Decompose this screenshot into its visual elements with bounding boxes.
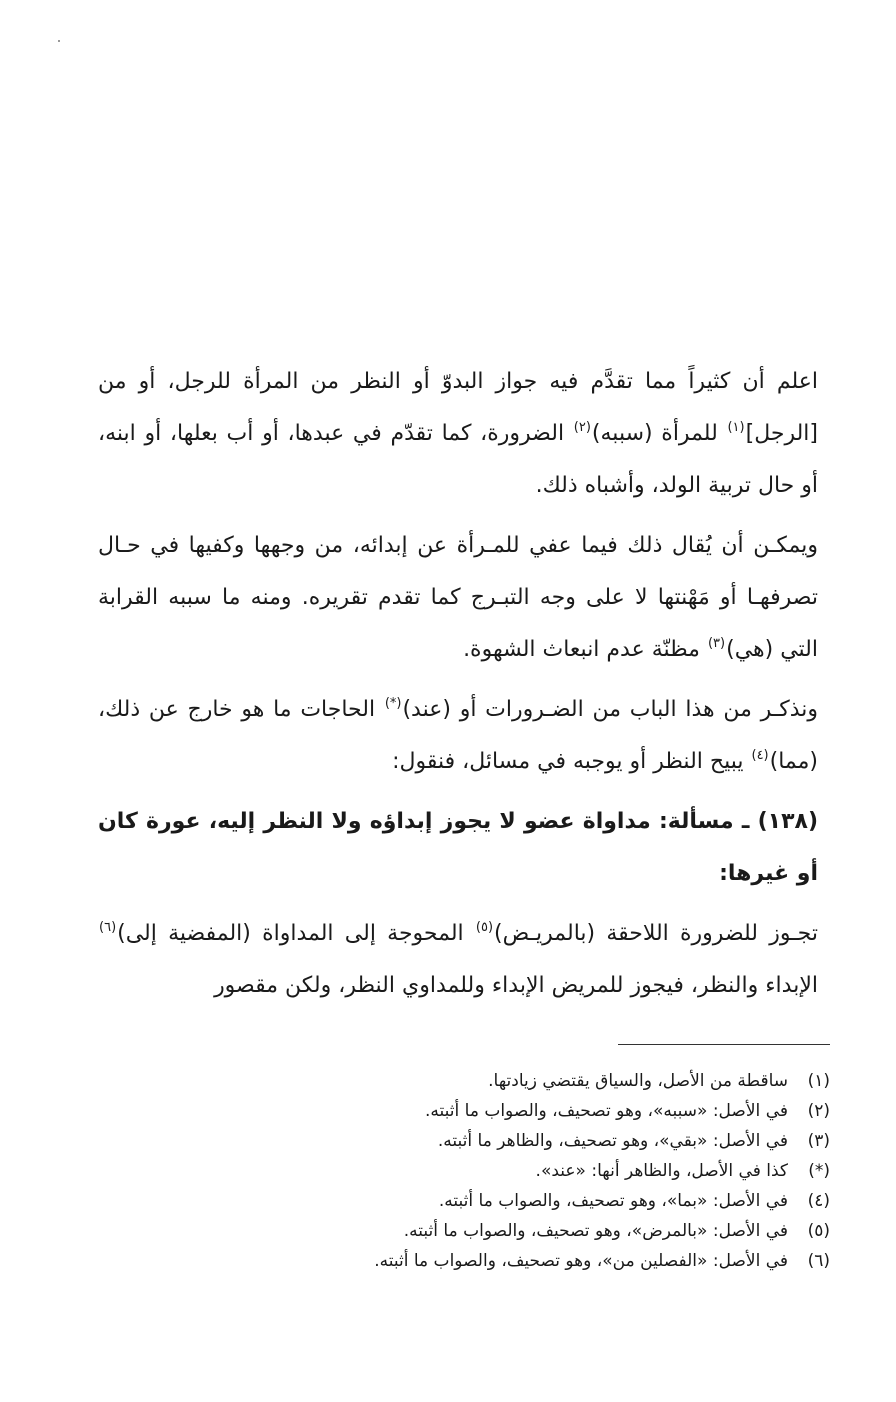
footnote-text: في الأصل: «بما»، وهو تصحيف، والصواب ما أثبته. xyxy=(438,1191,788,1211)
footnote-number: (٢) xyxy=(807,1101,830,1121)
heading-text: (١٣٨) ـ مسألة: مداواة عضو لا يجوز إبداؤه ولا النظر إليه، عورة كان أو غيرها: xyxy=(98,809,818,886)
footnote-ref-2: (٢) xyxy=(573,420,591,435)
footnote-number: (*) xyxy=(808,1161,830,1181)
text-segment: للمرأة (سببه) xyxy=(591,421,727,446)
footnote-number: (٤) xyxy=(807,1191,830,1211)
footnote-number: (١) xyxy=(807,1071,830,1091)
footnote-text: كذا في الأصل، والظاهر أنها: «عند». xyxy=(535,1161,788,1181)
paragraph-3 xyxy=(98,684,818,788)
footnote-ref-6: (٦) xyxy=(99,920,117,935)
footnotes xyxy=(210,1066,830,1276)
footnote-number: (٦) xyxy=(807,1251,830,1271)
paragraph-2 xyxy=(98,520,818,676)
text-segment: تجـوز للضرورة اللاحقة (بالمريـض) xyxy=(494,921,818,946)
footnote-text: في الأصل: «سببه»، وهو تصحيف، والصواب ما أثبته. xyxy=(425,1101,788,1121)
footnote-ref-3: (٣) xyxy=(707,636,726,651)
main-text xyxy=(98,356,818,1020)
footnote-number: (٣) xyxy=(807,1131,830,1151)
paragraph-1 xyxy=(98,356,818,512)
footnote-ref-1: (١) xyxy=(727,420,745,435)
footnote-3 xyxy=(210,1126,830,1156)
footnote-4 xyxy=(210,1186,830,1216)
paragraph-5 xyxy=(98,908,818,1012)
text-segment: الضرورة، كما تقدّم في عبدها، أو أب بعلها، أو ابنه، أو حال تربية الولد، وأشباه ذلك. xyxy=(98,421,818,498)
footnote-text: في الأصل: «بقي»، وهو تصحيف، والظاهر ما أثبته. xyxy=(437,1131,788,1151)
footnote-number: (٥) xyxy=(807,1221,830,1241)
footnote-5 xyxy=(210,1216,830,1246)
footnote-2 xyxy=(210,1096,830,1126)
footnote-ref-4: (٤) xyxy=(751,748,769,763)
text-segment: الإبداء والنظر، فيجوز للمريض الإبداء وللمداوي النظر، ولكن مقصور xyxy=(214,973,818,998)
section-heading xyxy=(98,796,818,900)
text-segment: مظنّة عدم انبعاث الشهوة. xyxy=(463,637,707,662)
text-segment: اعلم أن كثيراً مما تقدَّم فيه جواز البدوّ أو النظر من المرأة للرجل، أو من [الرجل] xyxy=(98,369,818,446)
footnote-1 xyxy=(210,1066,830,1096)
text-segment: ويمكـن أن يُقال ذلك فيما عفي للمـرأة عن إبدائه، من وجهها وكفيها في حـال تصرفهـا أو مَهْنتها لا على وجه التبـرج كما تقدم تقريره. ومنه ما سببه القرابة التي (هي) xyxy=(98,533,818,662)
text-segment: الحاجات ما هو خارج عن ذلك، (مما) xyxy=(98,697,818,774)
footnote-text: ساقطة من الأصل، والسياق يقتضي زيادتها. xyxy=(488,1071,788,1091)
footnote-separator xyxy=(618,1044,830,1045)
footnote-ref-5: (٥) xyxy=(475,920,494,935)
footnote-ref-star: (*) xyxy=(384,696,402,711)
footnote-star xyxy=(210,1156,830,1186)
text-segment: ونذكـر من هذا الباب من الضـرورات أو (عند) xyxy=(402,697,818,722)
footnote-text: في الأصل: «بالمرض»، وهو تصحيف، والصواب ما أثبته. xyxy=(403,1221,788,1241)
footnote-text: في الأصل: «الفصلين من»، وهو تصحيف، والصواب ما أثبته. xyxy=(374,1251,788,1271)
text-segment: المحوجة إلى المداواة (المفضية إلى) xyxy=(117,921,475,946)
scan-speck xyxy=(58,40,60,42)
footnote-6 xyxy=(210,1246,830,1276)
text-segment: يبيح النظر أو يوجبه في مسائل، فنقول: xyxy=(392,749,751,774)
